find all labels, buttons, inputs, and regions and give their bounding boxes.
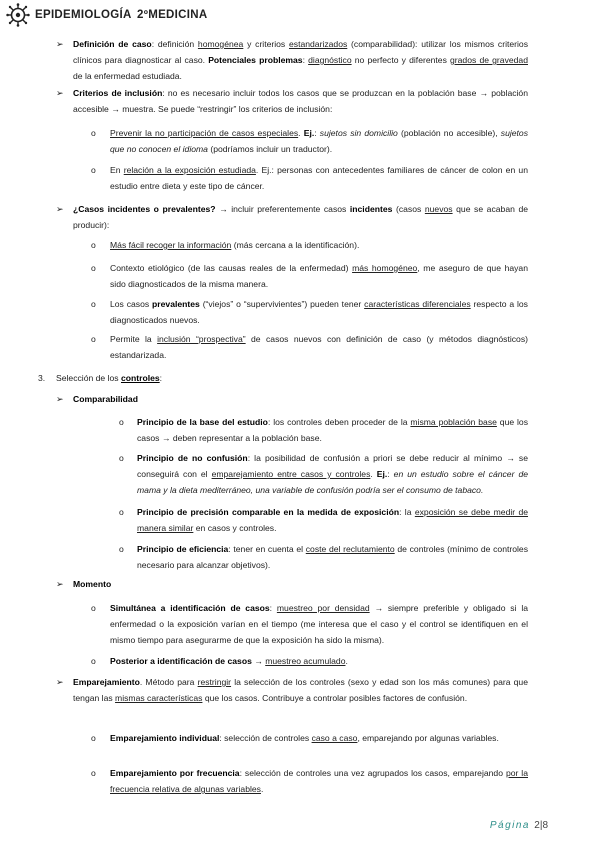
circle-bullet-icon: o bbox=[119, 544, 124, 554]
paragraph-incidentes-prevalentes: ¿Casos incidentes o prevalentes? → incluir preferentemente casos incidentes (casos nuevos que se acaban de producir): bbox=[73, 204, 529, 230]
paragraph-principio-eficiencia: Principio de eficiencia: tener en cuenta el coste del reclutamiento de controles (mínimo de controles necesario para alcanzar objetivos). bbox=[137, 544, 528, 570]
arrow-bullet-icon: ➢ bbox=[56, 204, 64, 214]
paragraph-principio-base: Principio de la base del estudio: los controles deben proceder de la misma población base que los casos → deben representar a la población base. bbox=[137, 417, 528, 443]
circle-bullet-icon: o bbox=[91, 768, 96, 778]
circle-bullet-icon: o bbox=[91, 240, 96, 250]
paragraph-emparejamiento: Emparejamiento. Método para restringir la selección de los controles (sexo y edad son los más comunes) para que tengan las mismas características que los casos. Contribuye a controlar posibles factores de confusión. bbox=[73, 677, 528, 703]
page-number: 2 bbox=[534, 820, 540, 831]
footer-label: Página bbox=[489, 820, 530, 831]
arrow-bullet-icon: ➢ bbox=[56, 88, 64, 98]
paragraph-mas-facil: Más fácil recoger la información (más cercana a la identificación). bbox=[110, 240, 360, 250]
circle-bullet-icon: o bbox=[119, 417, 124, 427]
circle-bullet-icon: o bbox=[91, 165, 96, 175]
paragraph-principio-precision: Principio de precisión comparable en la medida de exposición: la exposición se debe medir de manera similar en casos y controles. bbox=[137, 507, 529, 533]
paragraph-casos-prevalentes: Los casos prevalentes (“viejos” o “supervivientes”) pueden tener características diferenciales respecto a los diagnosticados nuevos. bbox=[110, 299, 528, 325]
paragraph-inclusion-prospectiva: Permite la inclusión “prospectiva” de casos nuevos con definición de caso (y métodos diagnósticos) estandarizada. bbox=[110, 334, 528, 360]
paragraph-simultanea: Simultánea a identificación de casos: muestreo por densidad → siempre preferible y obligado si la enfermedad o la exposición varían en el tiempo (me interesa que el caso y el control se identifiquen en el mismo tiempo para asegurarme de que la exposición ha sido la misma). bbox=[110, 603, 529, 645]
page-separator: | bbox=[539, 820, 543, 831]
circle-bullet-icon: o bbox=[91, 263, 96, 273]
circle-bullet-icon: o bbox=[91, 603, 96, 613]
subheading-comparabilidad: Comparabilidad bbox=[73, 394, 138, 404]
paragraph-emparejamiento-frecuencia: Emparejamiento por frecuencia: selección de controles una vez agrupados los casos, emparejando por la frecuencia relativa de algunas variables. bbox=[110, 768, 528, 794]
section-heading-controles: Selección de los controles: bbox=[56, 373, 163, 383]
arrow-bullet-icon: ➢ bbox=[56, 39, 64, 49]
circle-bullet-icon: o bbox=[119, 453, 124, 463]
header-title: EPIDEMIOLOGÍA bbox=[35, 9, 132, 21]
paragraph-principio-no-confusion: Principio de no confusión: la posibilidad de confusión a priori se debe reducir al mínimo → se conseguirá con el emparejamiento entre casos y controles. Ej.: en un estudio sobre el cáncer de mama y la dieta mediterráneo, una variable de confusión podría ser el consumo de tabaco. bbox=[137, 453, 529, 495]
paragraph-criterios-inclusion: Criterios de inclusión: no es necesario incluir todos los casos que se produzcan en la población base → población accesible → muestra. Se puede “restringir” los criterios de inclusión: bbox=[73, 88, 528, 114]
circle-bullet-icon: o bbox=[119, 507, 124, 517]
paragraph-prevenir-no-participacion: Prevenir la no participación de casos especiales. Ej.: sujetos sin domicilio (población no accesible), sujetos que no conocen el idioma (podríamos incluir un traductor). bbox=[110, 128, 529, 154]
paragraph-emparejamiento-individual: Emparejamiento individual: selección de controles caso a caso, emparejando por algunas variables. bbox=[110, 733, 499, 743]
section-number: 3. bbox=[38, 373, 46, 383]
arrow-bullet-icon: ➢ bbox=[56, 579, 64, 589]
page-total: 8 bbox=[542, 820, 548, 831]
paragraph-posterior: Posterior a identificación de casos → muestreo acumulado. bbox=[110, 656, 348, 666]
virus-logo-icon bbox=[6, 3, 30, 27]
subheading-momento: Momento bbox=[73, 579, 112, 589]
page-header bbox=[6, 3, 594, 29]
circle-bullet-icon: o bbox=[91, 299, 96, 309]
arrow-bullet-icon: ➢ bbox=[56, 677, 64, 687]
paragraph-relacion-exposicion: En relación a la exposición estudiada. Ej.: personas con antecedentes familiares de cáncer de colon en un estudio entre dieta y este tipo de cáncer. bbox=[110, 165, 528, 191]
header-subtitle: 2ºMEDICINA bbox=[137, 9, 208, 21]
circle-bullet-icon: o bbox=[91, 733, 96, 743]
circle-bullet-icon: o bbox=[91, 656, 96, 666]
paragraph-contexto-etiologico: Contexto etiológico (de las causas reales de la enfermedad) más homogéneo, me aseguro de que hayan sido diagnosticados de la misma manera. bbox=[110, 263, 528, 289]
arrow-bullet-icon: ➢ bbox=[56, 394, 64, 404]
paragraph-definicion-caso: Definición de caso: definición homogénea y criterios estandarizados (comparabilidad): utilizar los mismos criterios clínicos para diagnosticar al caso. Potenciales problemas: diagnóstico no perfecto y diferentes grados de gravedad de la enfermedad estudiada. bbox=[73, 39, 528, 81]
page-footer bbox=[490, 820, 548, 831]
circle-bullet-icon: o bbox=[91, 334, 96, 344]
circle-bullet-icon: o bbox=[91, 128, 96, 138]
